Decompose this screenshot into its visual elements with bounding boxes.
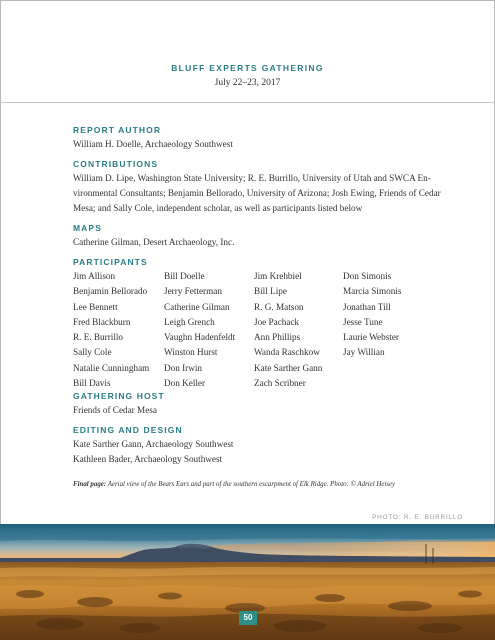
participant-name: Laurie Webster	[343, 332, 399, 343]
participant-name: Jay Willian	[343, 347, 385, 358]
editing-design-line-1: Kate Sarther Gann, Archaeology Southwest	[73, 439, 234, 449]
editing-design-heading: EDITING AND DESIGN	[73, 425, 183, 435]
participant-name: Winston Hurst	[164, 347, 218, 358]
participant-name: Catherine Gilman	[164, 301, 230, 312]
maps-text: Catherine Gilman, Desert Archaeology, Inc.	[73, 237, 235, 247]
participant-name: Jim Krehbiel	[254, 271, 302, 281]
participant-name: Don Simonis	[343, 271, 392, 281]
participant-name: Bill Doelle	[164, 271, 205, 281]
participant-name: Wanda Raschkow	[254, 347, 320, 358]
participant-name: Jerry Fetterman	[164, 286, 222, 297]
photo-credit: PHOTO: R. E. BURRILLO	[372, 514, 463, 521]
participants-column-3	[254, 269, 322, 391]
participant-name: Natalie Cunningham	[73, 362, 150, 373]
participant-name: Joe Pachack	[254, 316, 300, 327]
gathering-host-text: Friends of Cedar Mesa	[73, 405, 157, 415]
participant-name: R. E. Burrillo	[73, 332, 124, 343]
contributions-line-2: vironmental Consultants; Benjamin Bellorado, University of Arizona; Josh Ewing, Friends of Cedar	[73, 188, 441, 198]
participants-heading: PARTICIPANTS	[73, 257, 148, 267]
participants-column-1	[73, 269, 149, 391]
participant-name: Zach Scribner	[254, 378, 306, 389]
final-page-lead: Final page:	[73, 481, 107, 488]
final-page-text: Aerial view of the Bears Ears and part of the southern escarpment of Elk Ridge. Photo: © Adriel Heisey	[106, 481, 396, 488]
participants-column-2	[164, 269, 235, 391]
report-author-heading: REPORT AUTHOR	[73, 125, 162, 135]
contributions-heading: CONTRIBUTIONS	[73, 159, 159, 169]
contributions-line-1: William D. Lipe, Washington State University; R. E. Burrillo, University of Utah and SWCA En-	[73, 173, 431, 183]
participant-name: Kate Sarther Gann	[254, 362, 323, 373]
gathering-host-heading: GATHERING HOST	[73, 391, 165, 401]
participant-name: Ann Phillips	[254, 332, 301, 343]
participant-name: Jesse Tune	[343, 316, 383, 327]
participants-column-4	[343, 269, 401, 361]
participant-name: Bill Lipe	[254, 286, 287, 297]
participant-name: Marcia Simonis	[343, 286, 402, 297]
participant-name: Vaughn Hadenfeldt	[164, 332, 236, 343]
report-author-text: William H. Doelle, Archaeology Southwest	[73, 139, 233, 149]
page-header	[0, 0, 495, 116]
maps-heading: MAPS	[73, 223, 102, 233]
header-divider	[0, 102, 495, 103]
header-title: BLUFF EXPERTS GATHERING	[171, 63, 324, 73]
final-page-caption	[73, 481, 443, 488]
participant-name: Fred Blackburn	[73, 316, 131, 327]
editing-design-line-2: Kathleen Bader, Archaeology Southwest	[73, 454, 223, 464]
participant-name: Bill Davis	[73, 378, 111, 389]
participant-name: Don Keller	[164, 378, 206, 389]
participant-name: Lee Bennett	[73, 301, 118, 312]
participant-name: Sally Cole	[73, 347, 112, 358]
header-date: July 22–23, 2017	[214, 78, 281, 88]
participant-name: Jim Allison	[73, 271, 116, 281]
participant-name: Don Irwin	[164, 362, 203, 373]
participant-name: R. G. Matson	[254, 301, 304, 312]
page-number: 50	[239, 611, 257, 625]
participant-name: Jonathan Till	[343, 301, 391, 312]
participant-name: Benjamin Bellorado	[73, 286, 148, 297]
participant-name: Leigh Grench	[164, 316, 215, 327]
contributions-line-3: Mesa; and Sally Cole, independent scholar, as well as participants listed below	[73, 203, 363, 213]
